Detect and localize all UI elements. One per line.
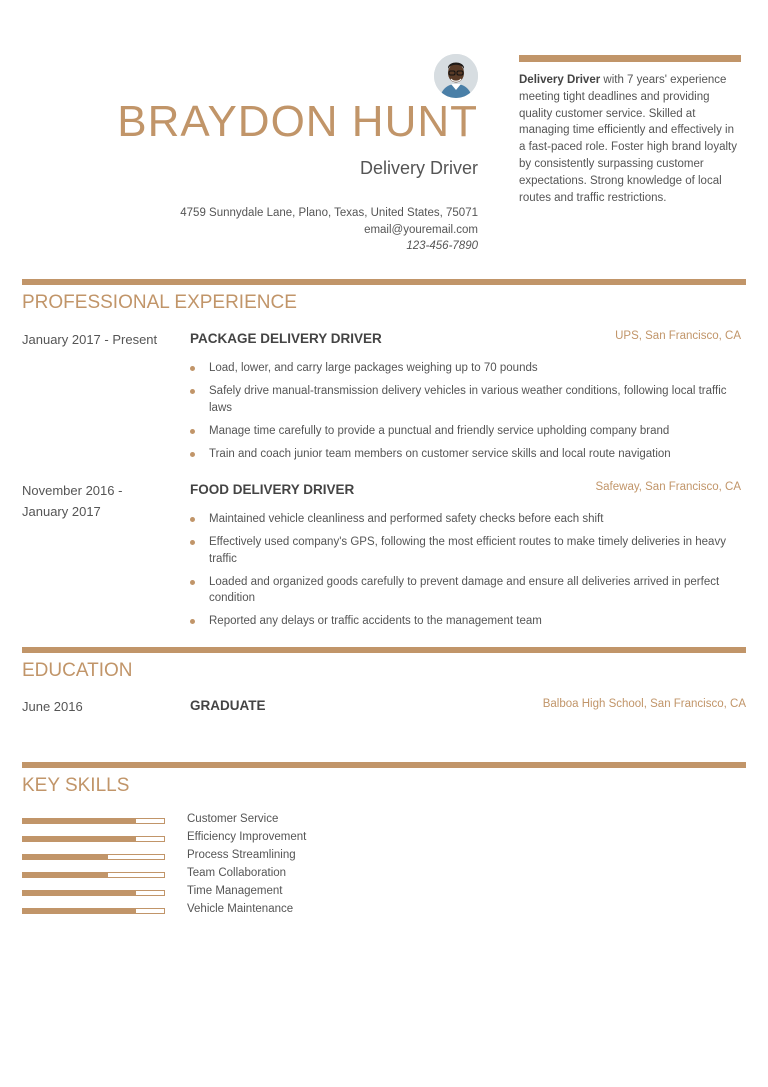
skill-meter [22, 836, 165, 842]
skill-row [22, 867, 442, 885]
skill-meter-fill [23, 909, 136, 913]
skill-meter [22, 890, 165, 896]
skill-row [22, 849, 442, 867]
skill-meter [22, 872, 165, 878]
skill-row [22, 831, 442, 849]
list-item: Maintained vehicle cleanliness and performed safety checks before each shift [190, 511, 740, 528]
list-item: Loaded and organized goods carefully to prevent damage and ensure all deliveries arrived in perfect condition [190, 574, 740, 607]
phone-number: 123-456-7890 [406, 240, 478, 252]
skill-meter-fill [23, 819, 136, 823]
skill-name: Customer Service [187, 813, 279, 825]
skill-name: Time Management [187, 885, 283, 897]
skill-row [22, 885, 442, 903]
job-bullets [190, 511, 740, 636]
job-dates: November 2016 - January 2017 [22, 483, 123, 519]
education-divider [22, 647, 746, 653]
skill-name: Vehicle Maintenance [187, 903, 294, 915]
education-school: Balboa High School, San Francisco, CA [542, 698, 746, 710]
job-title: Delivery Driver [359, 158, 478, 178]
skills-heading: KEY SKILLS [22, 775, 130, 796]
list-item: Load, lower, and carry large packages weighing up to 70 pounds [190, 360, 740, 377]
skill-meter [22, 908, 165, 914]
skill-name: Efficiency Improvement [187, 831, 307, 843]
bullet-icon [190, 389, 195, 394]
education-heading: EDUCATION [22, 660, 133, 681]
education-date: June 2016 [22, 699, 83, 714]
list-item: Train and coach junior team members on customer service skills and local route navigation [190, 446, 740, 463]
address: 4759 Sunnydale Lane, Plano, Texas, United States, 75071 [180, 207, 478, 219]
skill-name: Team Collaboration [187, 867, 287, 879]
job-bullets [190, 360, 740, 469]
list-item: Manage time carefully to provide a punctual and friendly service upholding company brand [190, 423, 740, 440]
professional-summary [519, 72, 743, 206]
skill-meter-fill [23, 891, 136, 895]
candidate-name: BRAYDON HUNT [117, 97, 478, 146]
skill-meter-fill [23, 837, 136, 841]
experience-heading: PROFESSIONAL EXPERIENCE [22, 292, 297, 313]
experience-divider [22, 279, 746, 285]
skill-meter-fill [23, 855, 108, 859]
bullet-icon [190, 517, 195, 522]
job-role: FOOD DELIVERY DRIVER [190, 482, 355, 497]
bullet-icon [190, 580, 195, 585]
list-item: Effectively used company's GPS, following the most efficient routes to make timely deliveries in heavy traffic [190, 534, 740, 567]
bullet-icon [190, 366, 195, 371]
bullet-icon [190, 452, 195, 457]
job-employer: Safeway, San Francisco, CA [595, 481, 741, 493]
skill-row [22, 813, 442, 831]
bullet-icon [190, 619, 195, 624]
skill-meter [22, 854, 165, 860]
summary-lead: Delivery Driver [519, 74, 601, 86]
list-item: Reported any delays or traffic accidents to the management team [190, 613, 740, 630]
list-item: Safely drive manual-transmission delivery vehicles in various weather conditions, following local traffic laws [190, 383, 740, 416]
job-dates: January 2017 - Present [22, 332, 158, 347]
skill-meter-fill [23, 873, 108, 877]
person-icon [434, 54, 478, 98]
profile-photo [434, 54, 478, 98]
summary-text: with 7 years' experience meeting tight deadlines and providing quality customer service. Skilled at managing time efficiently and effectively in a fast-paced role. Foster high brand loyalty by consistently surpassing customer expectations. Strong knowledge of local routes and traffic restrictions. [519, 74, 737, 204]
summary-divider [519, 55, 741, 62]
education-degree: GRADUATE [190, 698, 266, 713]
skill-name: Process Streamlining [187, 849, 296, 861]
job-role: PACKAGE DELIVERY DRIVER [190, 331, 382, 346]
skill-row [22, 903, 442, 921]
email-link[interactable]: email@youremail.com [364, 224, 478, 236]
bullet-icon [190, 540, 195, 545]
job-employer: UPS, San Francisco, CA [615, 330, 741, 342]
bullet-icon [190, 429, 195, 434]
skill-meter [22, 818, 165, 824]
skills-divider [22, 762, 746, 768]
